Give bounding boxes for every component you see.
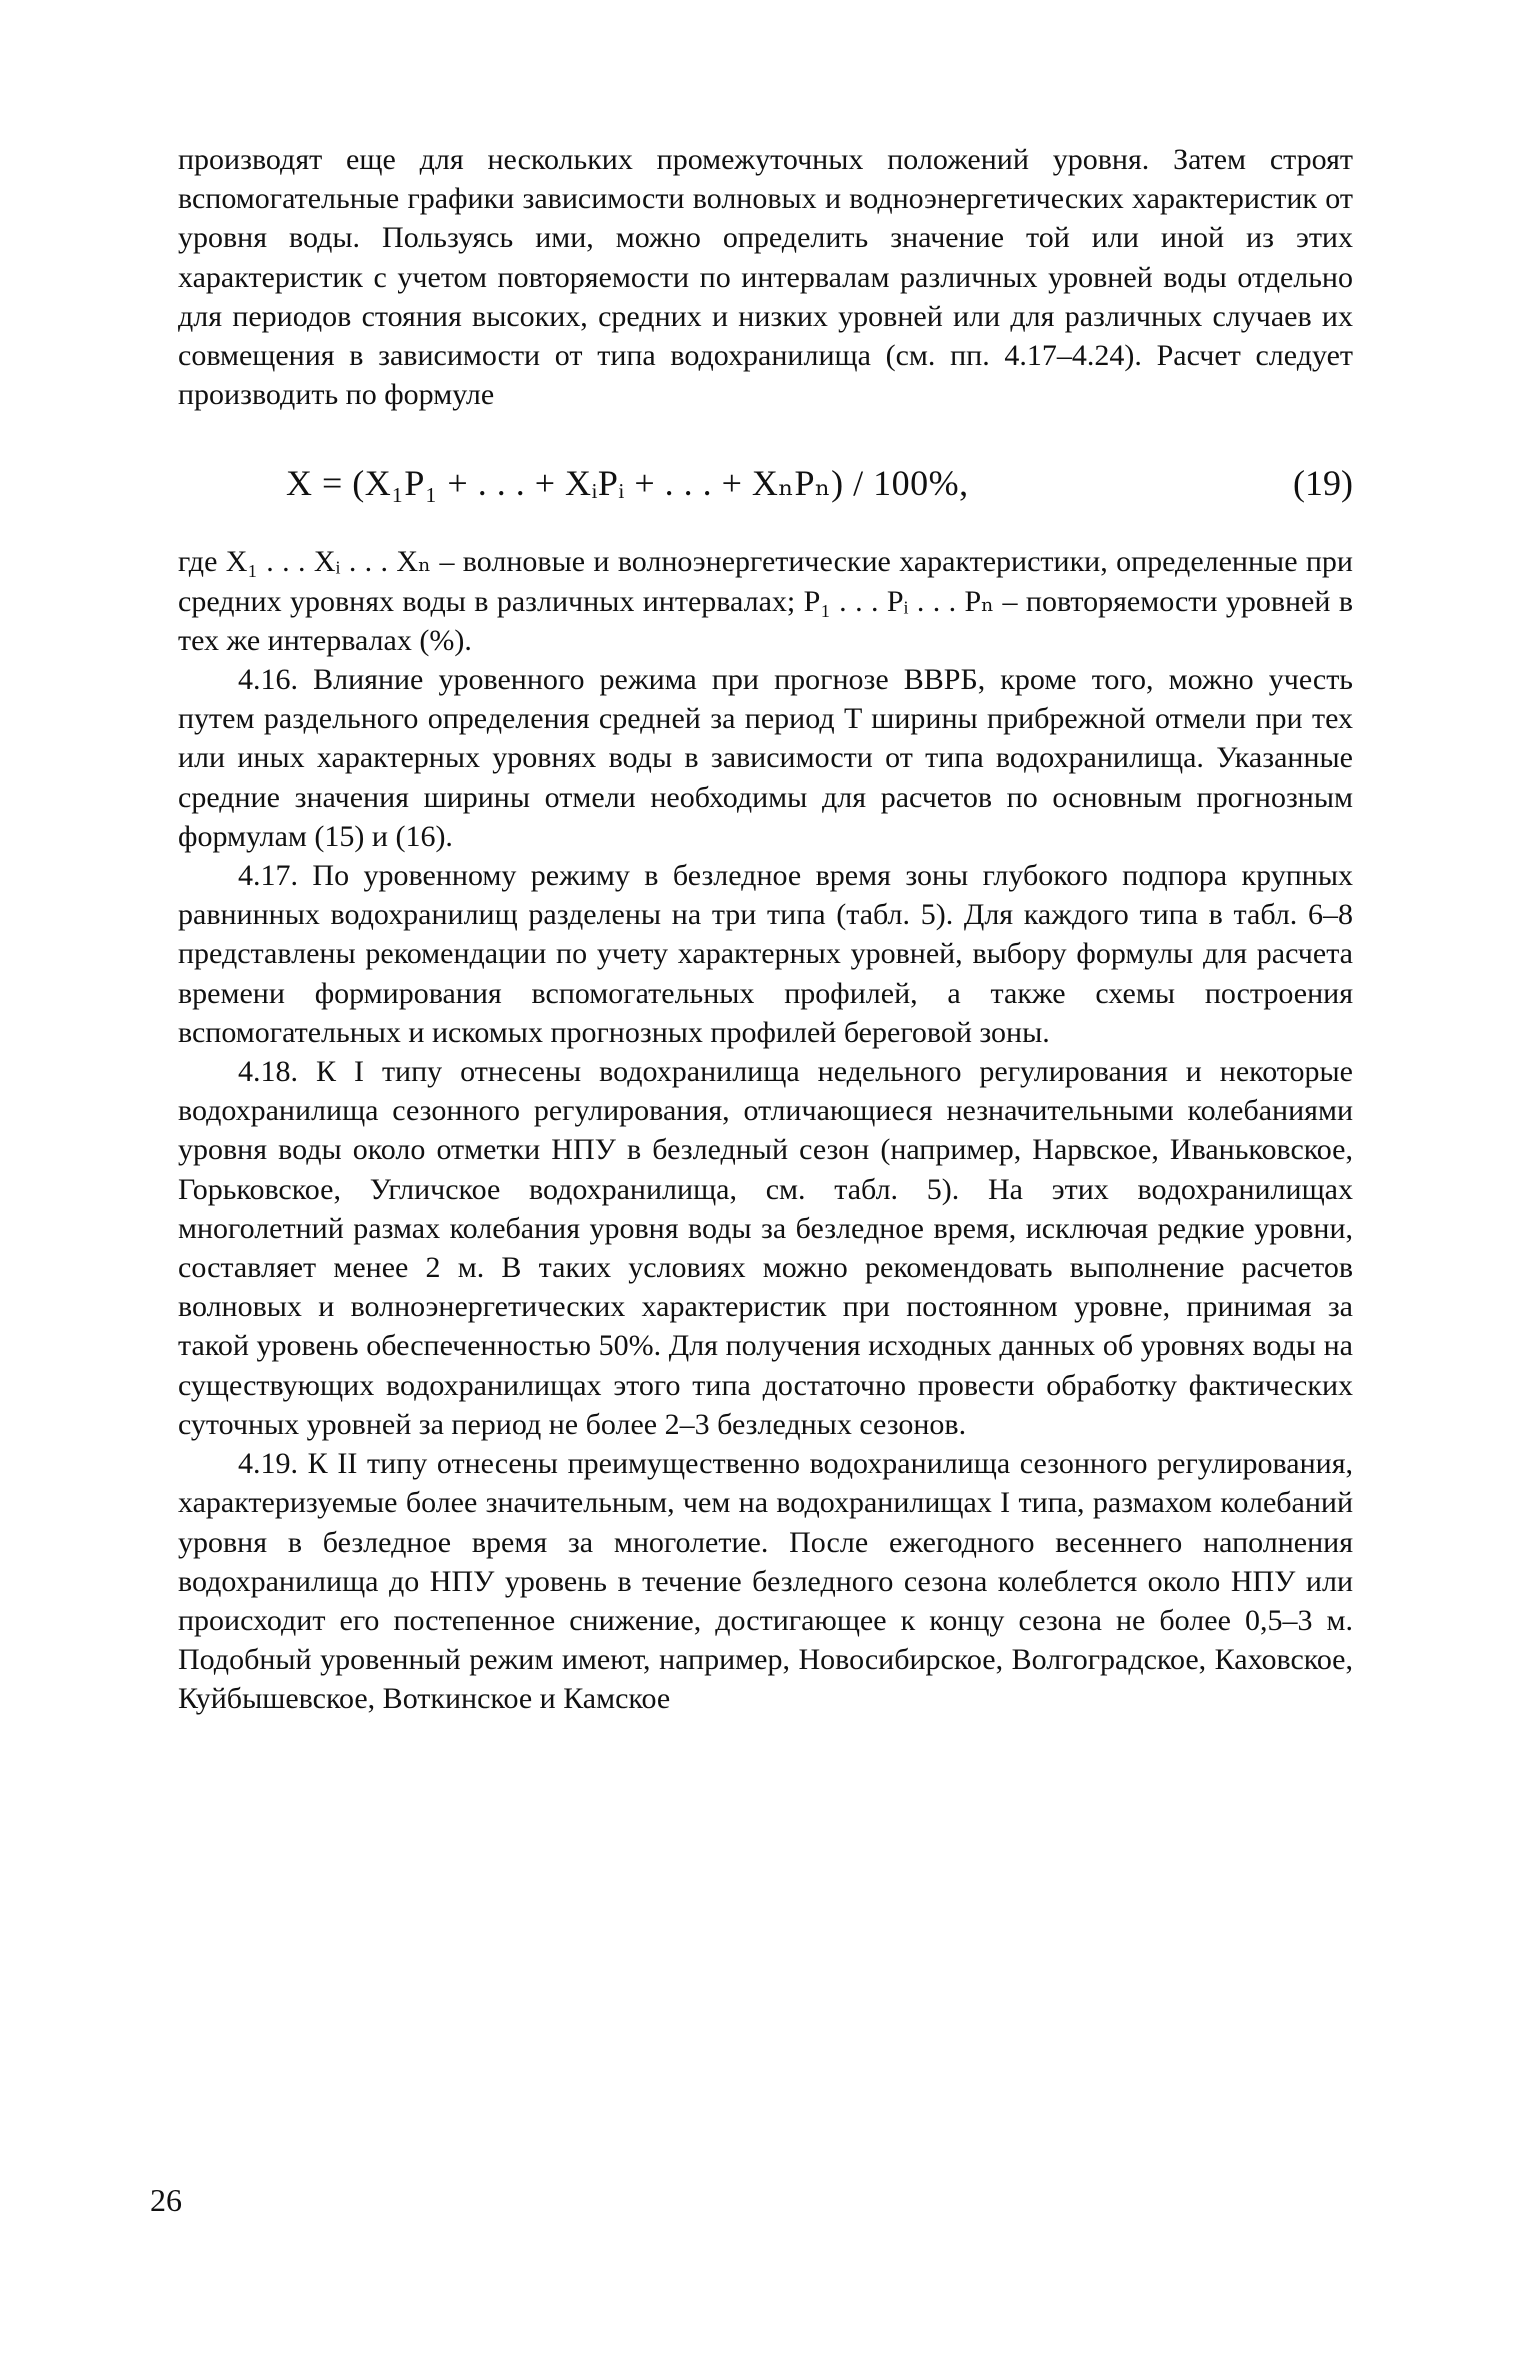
section-4-19: 4.19. К II типу отнесены преимущественно водохранилища сезонного регулирования, характеризуемые более значительным, чем на водохранилищах I типа, размахом колебаний уровня в безледное время за многолетие. После ежегодного весеннего наполнения водохранилища до НПУ уровень в течение безледного сезона колеблется около НПУ или происходит его постепенное снижение, достигающее к концу сезона не более 0,5–3 м. Подобный уровенный режим имеют, например, Новосибирское, Волгоградское, Каховское, Куйбышевское, Воткинское и Камское <box>178 1447 1353 1716</box>
paragraph-continuation: производят еще для нескольких промежуточных положений уровня. Затем строят вспомогательные графики зависимости волновых и водноэнергетических характеристик от уровня воды. Пользуясь ими, можно определить значение той или иной из этих характеристик с учетом повторяемости по интервалам различных уровней воды отдельно для периодов стояния высоких, средних и низких уровней или для различных случаев их совмещения в зависимости от типа водохранилища (см. пп. 4.17–4.24). Расчет следует производить по формуле <box>178 143 1353 412</box>
section-4-16: 4.16. Влияние уровенного режима при прогнозе ВВРБ, кроме того, можно учесть путем раздельного определения средней за период T ширины прибрежной отмели при тех или иных характерных уровнях воды в зависимости от типа водохранилища. Указанные средние значения ширины отмели необходимы для расчетов по основным прогнозным формулам (15) и (16). <box>178 663 1353 853</box>
formula-explanation: где X₁ . . . Xᵢ . . . Xₙ – волновые и волноэнергетические характеристики, определенные при средних уровнях воды в различных интервалах; P₁ . . . Pᵢ . . . Pₙ – повторяемости уровней в тех же интервалах (%). <box>178 545 1353 657</box>
section-4-17: 4.17. По уровенному режиму в безледное время зоны глубокого подпора крупных равнинных водохранилищ разделены на три типа (табл. 5). Для каждого типа в табл. 6–8 представлены рекомендации по учету характерных уровней, выбору формулы для расчета времени формирования вспомогательных профилей, а также схемы построения вспомогательных и искомых прогнозных профилей береговой зоны. <box>178 859 1353 1049</box>
page-body <box>178 140 1353 1719</box>
page-number: 26 <box>150 2182 182 2218</box>
formula-block <box>178 454 1353 512</box>
section-4-18: 4.18. К I типу отнесены водохранилища недельного регулирования и некоторые водохранилища сезонного регулирования, отличающиеся незначительными колебаниями уровня воды около отметки НПУ в безледный сезон (например, Нарвское, Иваньковское, Горьковское, Угличское водохранилища, см. табл. 5). На этих водохранилищах многолетний размах колебания уровня воды за безледное время, исключая редкие уровни, составляет менее 2 м. В таких условиях можно рекомендовать выполнение расчетов волновых и волноэнергетических характеристик при постоянном уровне, принимая за такой уровень обеспеченностью 50%. Для получения исходных данных об уровнях воды на существующих водохранилищах этого типа достаточно провести обработку фактических суточных уровней за период не более 2–3 безледных сезонов. <box>178 1055 1353 1441</box>
formula-expression: X = (X₁P₁ + . . . + XᵢPᵢ + . . . + XₙPₙ) / 100%, <box>286 463 969 504</box>
equation-number: (19) <box>1293 463 1353 504</box>
